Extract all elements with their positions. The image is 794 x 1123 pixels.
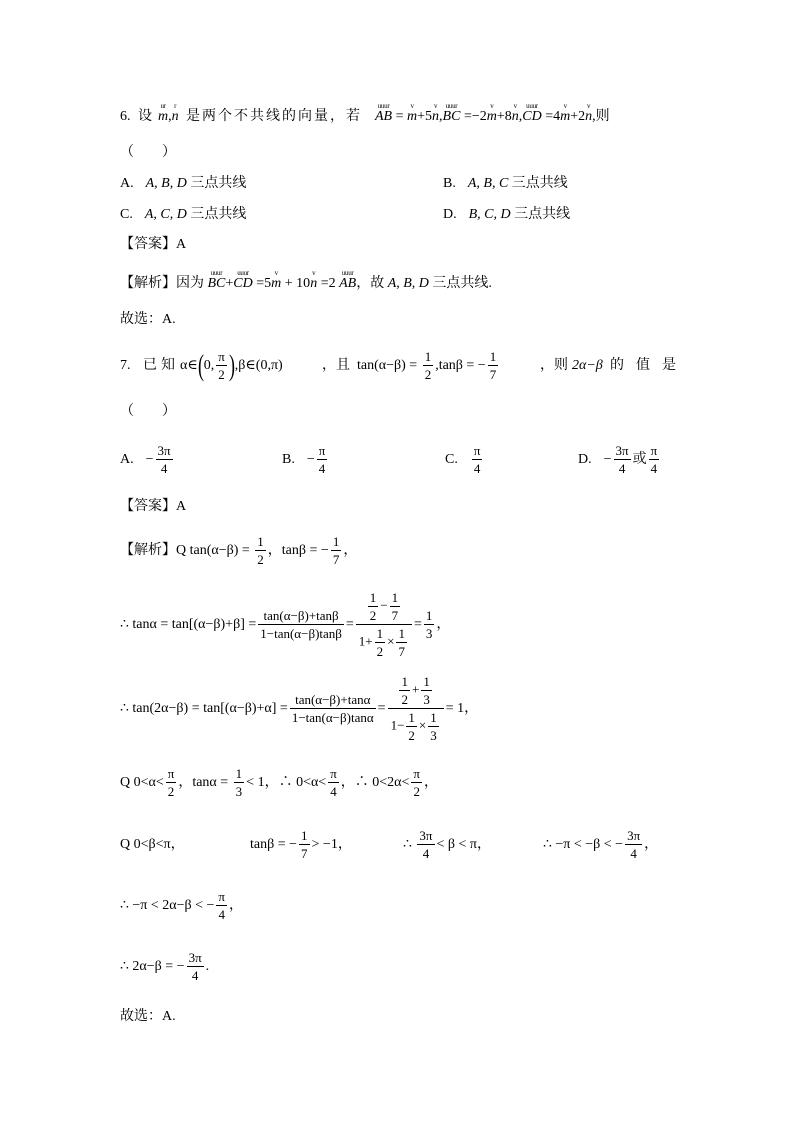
math-text: . [205, 959, 210, 974]
equals: =5 [256, 276, 272, 291]
q7-analysis-line-7 [120, 947, 209, 987]
math-text: < β < π， [436, 837, 491, 852]
coefficient: + 10 [284, 276, 311, 291]
right-paren: ) [228, 348, 235, 382]
vector-accent: v [410, 102, 414, 110]
numerator: 1 [423, 674, 430, 690]
numerator: 1 [257, 534, 264, 550]
fraction [328, 766, 339, 799]
analysis-tag: 【解析】 [120, 276, 176, 291]
vector-accent: uuur [341, 269, 354, 277]
fraction [317, 443, 328, 476]
math-text: ， [436, 617, 451, 632]
vector-accent: v [312, 269, 316, 277]
option-label: D. [578, 452, 592, 467]
vector-accent: v [274, 269, 278, 277]
q7-number: 7. [120, 358, 131, 373]
numerator: π [473, 443, 481, 459]
vector-bc [442, 102, 461, 127]
option-label: B. [282, 452, 295, 467]
fraction [423, 349, 434, 382]
numerator: 1 [424, 349, 432, 365]
denominator: 2 [167, 784, 175, 800]
fraction [614, 443, 631, 476]
vector-letter: m [560, 109, 571, 124]
vector-accent: uuur [237, 269, 249, 277]
q7-analysis-line-3 [120, 671, 478, 747]
math-text: tanβ = − [250, 837, 298, 852]
numerator: π [650, 443, 658, 459]
numerator: 3π [157, 443, 171, 459]
operator: × [387, 633, 395, 649]
analysis-text: 三点共线. [432, 276, 492, 291]
denominator: 2 [376, 644, 384, 660]
fraction [649, 443, 660, 476]
tan-beta: ,tanβ = − [435, 358, 486, 373]
math-text: ∴ −π < 2α−β < − [120, 898, 215, 913]
fraction [331, 534, 342, 567]
vector-letter: AB [375, 109, 393, 124]
equals: =2 [320, 276, 336, 291]
numerator: 1 [332, 534, 340, 550]
numerator: 1 [391, 590, 399, 606]
math-text: ，∴ 0<2α< [340, 775, 410, 790]
denominator: 4 [218, 907, 225, 923]
fraction [421, 674, 432, 707]
denominator: 2 [369, 608, 377, 624]
math-text: ∴ 2α−β = − [120, 959, 185, 974]
numerator [356, 589, 412, 625]
numerator: 1 [489, 349, 497, 365]
equals: = [345, 617, 354, 632]
numerator: tan(α−β)+tanα [290, 692, 376, 709]
math-text: ∴ tanα = tan[(α−β)+β] = [120, 617, 257, 632]
fraction [488, 349, 499, 382]
q6-answer-blank: （ ） [120, 145, 176, 160]
vector-n [511, 102, 519, 127]
numerator: 3π [419, 828, 433, 844]
numerator: π [218, 889, 225, 905]
numerator: 1 [369, 590, 377, 606]
vector-accent: v [433, 102, 438, 110]
q6-option-c [120, 205, 246, 225]
fraction [166, 766, 177, 799]
option-points: A, B, C [467, 176, 509, 191]
fraction [255, 534, 266, 567]
denominator: 3 [425, 626, 433, 642]
vector-n [171, 102, 179, 127]
analysis-because: 因为 [176, 276, 204, 291]
q6-vector-pair [158, 102, 179, 127]
option-points: A, B, D [145, 176, 187, 191]
operator: × [418, 717, 427, 733]
option-label: C. [120, 207, 133, 222]
operator: − [380, 597, 388, 613]
denominator: 3 [235, 784, 243, 800]
q7-options [120, 440, 680, 480]
math-group [403, 825, 491, 865]
equals: = [395, 109, 404, 124]
q7-and-word: ，且 [322, 358, 350, 373]
q6-description: 是两个不共线的向量，若 [186, 109, 362, 124]
math-text: ，tanα = [178, 775, 229, 790]
q7-analysis-line-4 [120, 763, 438, 803]
math-text: ∴ tan(2α−β) = tan[(α−β)+α] = [120, 701, 288, 716]
equals: = [377, 701, 386, 716]
q7-then-word: ，则 [540, 358, 568, 373]
operator: 1+ [358, 633, 373, 649]
denominator: 4 [630, 846, 637, 862]
equals: =−2 [463, 109, 487, 124]
q6-analysis [120, 269, 492, 294]
q6-option-a [120, 174, 246, 194]
numerator: 1 [401, 674, 408, 690]
denominator: 7 [301, 846, 308, 862]
q7-answer-blank: （ ） [120, 404, 176, 419]
numerator: π [318, 443, 326, 459]
q7-expression: 2α−β [572, 358, 603, 373]
interval-start: 0, [203, 358, 215, 373]
compound-fraction [356, 589, 412, 660]
q6-options-row-1 [120, 174, 620, 194]
vector-accent: ur [160, 102, 166, 110]
denominator: 4 [422, 846, 430, 862]
fraction [156, 443, 173, 476]
fraction [625, 828, 642, 861]
option-label: A. [120, 452, 134, 467]
numerator: π [167, 766, 175, 782]
denominator: 2 [408, 728, 415, 744]
q7-option-b [282, 440, 329, 480]
denominator: 1−tan(α−β)tanα [291, 710, 374, 726]
vector-letter: m [407, 109, 418, 124]
option-sign: − [306, 452, 315, 467]
math-text: ∴ [403, 837, 412, 852]
operator: + [411, 681, 420, 697]
math-text: = 1， [445, 701, 479, 716]
fraction [216, 889, 227, 922]
q6-conclusion: 故选：A. [120, 312, 176, 327]
q6-stem [120, 102, 680, 127]
q6-stem-tail: ,则 [592, 109, 610, 124]
q7-conclusion: 故选：A. [120, 1009, 176, 1024]
vector-letter: n [171, 109, 179, 124]
vector-letter: n [310, 276, 318, 291]
numerator: 3π [627, 828, 641, 844]
vector-letter: BC [207, 276, 226, 291]
vector-cd [233, 269, 253, 294]
math-text: ， [343, 543, 358, 558]
q7-analysis-line-6 [120, 886, 243, 926]
vector-accent: v [490, 102, 494, 110]
vector-ab [375, 102, 393, 127]
denominator [388, 709, 444, 744]
denominator: 3 [430, 728, 437, 744]
option-label: C. [445, 452, 458, 467]
vector-letter: n [585, 109, 593, 124]
option-label: A. [120, 176, 134, 191]
vector-letter: CD [233, 276, 253, 291]
denominator: 2 [413, 784, 420, 800]
vector-n [310, 269, 318, 294]
vector-accent: v [587, 102, 591, 110]
vector-accent: uuur [526, 102, 538, 110]
fraction [258, 608, 344, 641]
alpha-in: α∈ [180, 358, 198, 373]
beta-range: (0,π) [255, 358, 283, 373]
fraction [187, 950, 204, 983]
q7-analysis-line-2 [120, 587, 450, 663]
option-or: 或 [632, 452, 647, 467]
fraction [428, 710, 439, 743]
left-paren: ( [197, 348, 204, 382]
numerator: 1 [408, 710, 415, 726]
denominator: 7 [398, 644, 405, 660]
vector-letter: m [486, 109, 497, 124]
q6-set-word: 设 [138, 109, 152, 124]
math-text: Q 0<β<π， [120, 837, 185, 852]
math-text: > −1， [311, 837, 352, 852]
numerator: 1 [301, 828, 308, 844]
fraction [399, 674, 410, 707]
denominator: 1−tan(α−β)tanβ [260, 626, 342, 642]
vector-n [585, 102, 593, 127]
coefficient: +8 [496, 109, 512, 124]
denominator: 4 [318, 461, 326, 477]
vector-cd [522, 102, 542, 127]
q6-options-row-2 [120, 205, 620, 225]
coefficient: +2 [570, 109, 586, 124]
numerator: π [330, 766, 337, 782]
fraction [411, 766, 422, 799]
math-text: ，tanβ = − [267, 543, 329, 558]
math-text: ， [424, 775, 438, 790]
vector-accent: v [563, 102, 567, 110]
analysis-so: ，故 [356, 276, 385, 291]
vector-accent: uuur [210, 269, 223, 277]
math-text: Q 0<α< [120, 775, 164, 790]
equals: = [413, 617, 422, 632]
fraction [216, 349, 227, 382]
numerator: 1 [376, 626, 384, 642]
fraction [290, 692, 376, 725]
denominator: 4 [160, 461, 168, 477]
denominator: 7 [391, 608, 399, 624]
analysis-points: A, B, D [387, 276, 429, 291]
analysis-tag: 【解析】 [120, 543, 176, 558]
vector-n [432, 102, 440, 127]
q7-ranges [180, 346, 283, 386]
vector-accent: r [174, 102, 177, 110]
q6-option-d [443, 205, 570, 225]
numerator: 1 [235, 766, 243, 782]
math-text: ， [644, 837, 659, 852]
comma: , [439, 109, 443, 124]
q7-analysis-line-1 [120, 531, 357, 571]
q7-stem [120, 346, 700, 386]
option-sign: − [603, 452, 612, 467]
numerator: 1 [430, 710, 437, 726]
denominator: 2 [218, 367, 225, 383]
operator: 1− [390, 717, 405, 733]
denominator: 4 [618, 461, 626, 477]
q7-conditions [357, 346, 500, 386]
fraction [234, 766, 245, 799]
fraction [406, 710, 417, 743]
numerator: tan(α−β)+tanβ [258, 608, 344, 625]
math-text: ， [229, 898, 243, 913]
denominator: 4 [330, 784, 337, 800]
equals: =4 [545, 109, 561, 124]
math-group [543, 825, 658, 865]
beta-in: ,β∈ [234, 358, 256, 373]
denominator: 4 [650, 461, 658, 477]
denominator: 4 [191, 968, 199, 984]
q7-option-a [120, 440, 175, 480]
q7-option-d [578, 440, 661, 480]
comma: , [518, 109, 523, 124]
fraction [472, 443, 483, 476]
comma: , [168, 109, 172, 124]
q6-option-b [443, 174, 568, 194]
denominator: 3 [423, 692, 430, 708]
q7-answer: 【答案】A [120, 499, 187, 514]
denominator: 2 [257, 552, 264, 568]
vector-letter: m [271, 276, 282, 291]
option-text: 三点共线 [511, 176, 568, 191]
vector-bc [207, 269, 226, 294]
option-points: B, C, D [468, 207, 511, 222]
option-text: 三点共线 [190, 207, 247, 222]
option-sign: − [145, 452, 154, 467]
compound-fraction [388, 673, 444, 744]
numerator: π [413, 766, 420, 782]
vector-ab [339, 269, 357, 294]
plus: + [225, 276, 234, 291]
numerator [388, 673, 444, 709]
numerator: 1 [398, 626, 405, 642]
numerator: 3π [188, 950, 202, 966]
option-points: A, C, D [144, 207, 187, 222]
vector-accent: uuur [445, 102, 458, 110]
vector-m [158, 102, 169, 127]
fraction [375, 626, 386, 659]
vector-accent: v [513, 102, 517, 110]
option-label: D. [443, 207, 457, 222]
vector-m [560, 102, 571, 127]
coefficient: +5 [417, 109, 433, 124]
q7-analysis-line-5 [120, 825, 680, 865]
denominator [356, 625, 412, 660]
denominator: 4 [473, 461, 481, 477]
q7-stem-tail: 的值是 [610, 358, 688, 373]
fraction [368, 590, 379, 623]
option-text: 三点共线 [190, 176, 247, 191]
fraction [299, 828, 310, 861]
math-text: ∴ −π < −β < − [543, 837, 624, 852]
option-label: B. [443, 176, 456, 191]
vector-letter: m [158, 109, 169, 124]
math-text: < 1，∴ 0<α< [246, 775, 327, 790]
denominator: 2 [424, 367, 432, 383]
vector-letter: n [432, 109, 440, 124]
q6-vector-equations [375, 102, 610, 127]
fraction [396, 626, 407, 659]
vector-letter: BC [442, 109, 461, 124]
q7-option-c [445, 440, 484, 480]
numerator: 3π [615, 443, 629, 459]
vector-m [486, 102, 497, 127]
fraction [424, 608, 435, 641]
vector-accent: uuur [377, 102, 390, 110]
numerator: 1 [425, 608, 433, 624]
tan-difference: tan(α−β) = [357, 358, 418, 373]
fraction [390, 590, 401, 623]
vector-letter: CD [522, 109, 542, 124]
vector-letter: n [511, 109, 519, 124]
numerator: π [218, 349, 225, 365]
denominator: 2 [401, 692, 408, 708]
option-text: 三点共线 [514, 207, 571, 222]
vector-m [271, 269, 282, 294]
denominator: 7 [332, 552, 340, 568]
vector-letter: AB [339, 276, 357, 291]
fraction [417, 828, 434, 861]
denominator: 7 [489, 367, 497, 383]
q6-number: 6. [120, 109, 131, 124]
vector-m [407, 102, 418, 127]
math-text: Q tan(α−β) = [176, 543, 250, 558]
math-group [250, 825, 352, 865]
q7-known-word: 已知 [143, 358, 179, 373]
q6-answer: 【答案】A [120, 237, 187, 252]
